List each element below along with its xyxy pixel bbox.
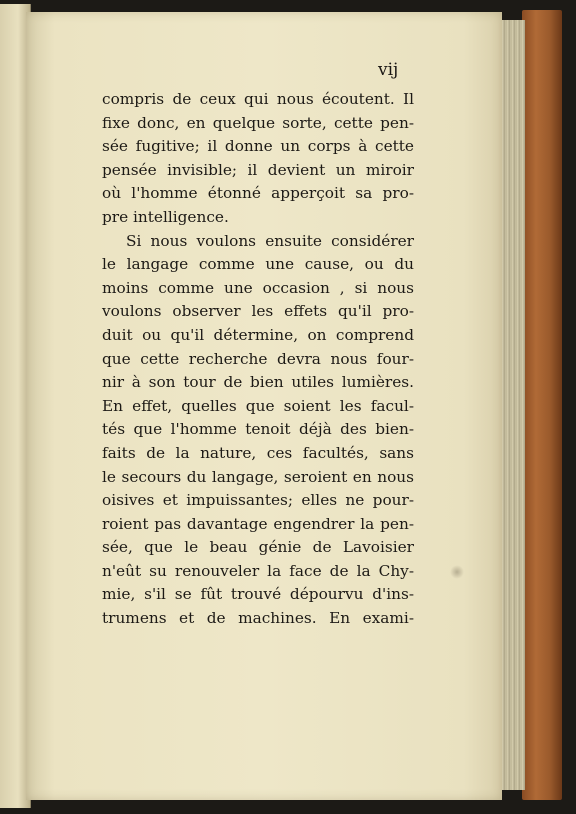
text-line: où l'homme étonné apperçoit sa pro- — [102, 184, 414, 203]
text-line: oisives et impuissantes; elles ne pour- — [102, 491, 414, 510]
text-line: En effet, quelles que soient les facul- — [102, 396, 414, 415]
text-line: le langage comme une cause, ou du — [102, 255, 414, 274]
page-edges — [500, 20, 525, 790]
text-line: pensée invisible; il devient un miroir — [102, 160, 414, 179]
text-line: faits de la nature, ces facultés, sans — [102, 443, 414, 462]
text-line: duit ou qu'il détermine, on comprend — [102, 325, 414, 344]
text-line: n'eût su renouveler la face de la Chy- — [102, 561, 414, 580]
text-line: pre intelligence. — [102, 207, 229, 226]
text-line: moins comme une occasion , si nous — [102, 278, 414, 297]
text-line: tés que l'homme tenoit déjà des bien- — [102, 420, 414, 439]
text-line: nir à son tour de bien utiles lumières. — [102, 373, 414, 392]
text-line: Si nous voulons ensuite considérer — [126, 231, 414, 250]
text-line: sée fugitive; il donne un corps à cette — [102, 137, 414, 156]
text-line: fixe donc, en quelque sorte, cette pen- — [102, 113, 414, 132]
text-line: compris de ceux qui nous écoutent. Il — [102, 90, 414, 108]
text-line: sée, que le beau génie de Lavoisier — [102, 538, 414, 557]
page-text — [102, 88, 414, 631]
text-line: le secours du langage, seroient en nous — [102, 467, 414, 486]
text-line: voulons observer les effets qu'il pro- — [102, 302, 414, 321]
text-line: roient pas davantage engendrer la pen- — [102, 514, 414, 533]
text-line: mie, s'il se fût trouvé dépourvu d'ins- — [102, 585, 414, 604]
book-cover — [522, 10, 562, 800]
paper-smudge — [450, 565, 464, 579]
page-number: vij — [378, 60, 399, 80]
text-line: que cette recherche devra nous four- — [102, 349, 414, 368]
text-line: trumens et de machines. En exami- — [102, 609, 414, 628]
